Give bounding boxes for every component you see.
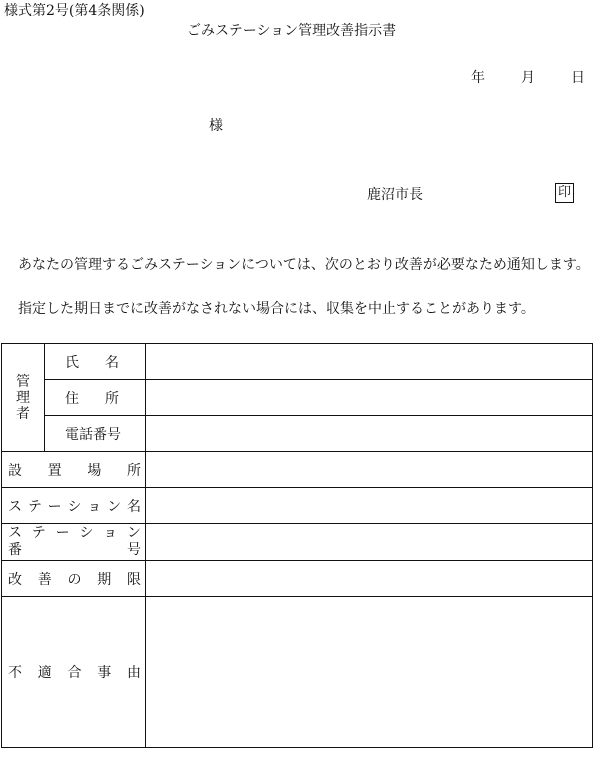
- label-address: 住 所: [45, 380, 146, 416]
- improvement-form-table: [1, 343, 593, 748]
- name-field[interactable]: [146, 344, 593, 380]
- reason-field[interactable]: [146, 597, 593, 748]
- date-month: 月: [521, 70, 535, 86]
- date-year: 年: [471, 70, 485, 86]
- table-row: [2, 380, 593, 416]
- date-day: 日: [571, 70, 585, 86]
- issuer: 鹿沼市長: [367, 187, 423, 203]
- table-row: [2, 452, 593, 488]
- label-name: 氏 名: [45, 344, 146, 380]
- addressee-suffix: 様: [209, 118, 223, 134]
- label-reason: 不 適 合 事 由: [2, 597, 146, 748]
- phone-field[interactable]: [146, 416, 593, 452]
- location-field[interactable]: [146, 452, 593, 488]
- notice-paragraph-1: あなたの管理するごみステーションについては、次のとおり改善が必要なため通知します。: [18, 257, 590, 273]
- form-number: 様式第2号(第4条関係): [4, 3, 145, 19]
- deadline-field[interactable]: [146, 561, 593, 597]
- table-row: [2, 561, 593, 597]
- table-row: [2, 344, 593, 380]
- table-row: [2, 488, 593, 524]
- table-row: [2, 597, 593, 748]
- station-name-field[interactable]: [146, 488, 593, 524]
- date-line: [471, 67, 585, 87]
- address-field[interactable]: [146, 380, 593, 416]
- label-phone: 電話番号: [45, 416, 146, 452]
- table-row: [2, 524, 593, 561]
- label-deadline: 改 善 の 期 限: [2, 561, 146, 597]
- notice-paragraph-2: 指定した期日までに改善がなされない場合には、収集を中止することがあります。: [18, 301, 535, 317]
- label-station-number: ス テ ー シ ョ ン 番 号: [2, 524, 146, 561]
- table-row: [2, 416, 593, 452]
- seal-stamp: 印: [555, 183, 574, 203]
- label-station-name: ス テ ー シ ョ ン 名: [2, 488, 146, 524]
- label-location: 設 置 場 所: [2, 452, 146, 488]
- manager-group-label: 管理者: [2, 344, 45, 452]
- document-title: ごみステーション管理改善指示書: [187, 23, 397, 39]
- station-number-field[interactable]: [146, 524, 593, 561]
